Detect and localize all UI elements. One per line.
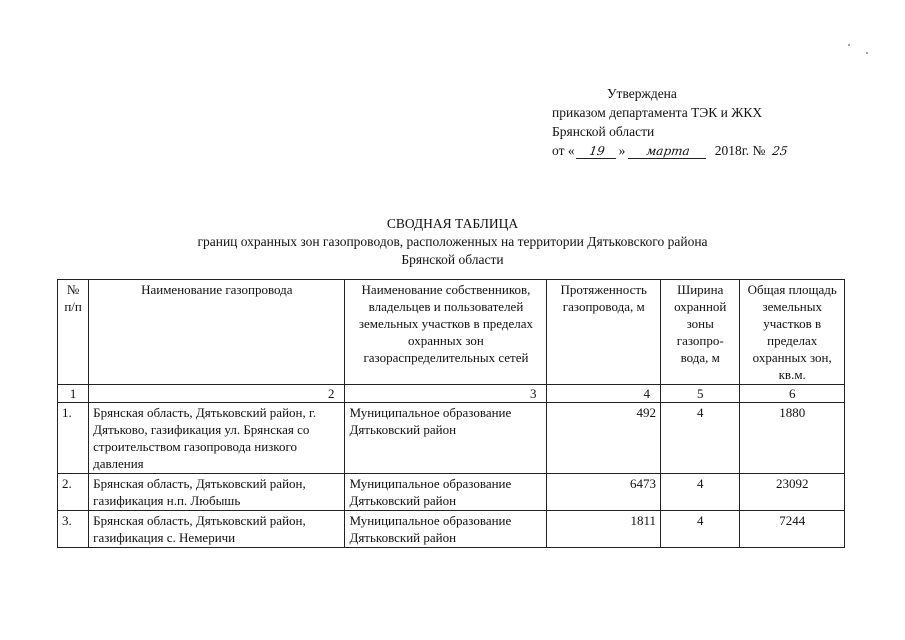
index-cell: 3 xyxy=(345,385,547,403)
handwritten-month: марта xyxy=(628,144,708,159)
row-owner: Муниципальное образование Дятьковский район xyxy=(345,511,547,548)
date-prefix: от « xyxy=(552,143,575,158)
table-index-row xyxy=(58,385,845,403)
row-pipeline-name: Брянская область, Дятьковский район, г. Дятьково, газификация ул. Брянская со строительством газопровода низкого давления xyxy=(89,403,345,474)
row-zone-width: 4 xyxy=(661,474,740,511)
document-title xyxy=(0,215,905,269)
header-pipeline-name: Наименование газопровода xyxy=(89,280,345,385)
header-length: Протяженность газопровода, м xyxy=(547,280,661,385)
date-year: 2018г. xyxy=(714,143,750,158)
header-num: № п/п xyxy=(58,280,89,385)
index-cell: 1 xyxy=(58,385,89,403)
approval-order-line: приказом департамента ТЭК и ЖКХ xyxy=(552,105,763,120)
header-area: Общая площадь земельных участков в пределах охранных зон, кв.м. xyxy=(740,280,845,385)
summary-table xyxy=(57,279,845,548)
handwritten-day: 19 xyxy=(576,144,618,159)
row-zone-width: 4 xyxy=(661,403,740,474)
title-subtitle: границ охранных зон газопроводов, расположенных на территории Дятьковского района xyxy=(197,234,708,249)
index-cell: 2 xyxy=(89,385,345,403)
row-pipeline-name: Брянская область, Дятьковский район, газификация н.п. Любышь xyxy=(89,474,345,511)
index-cell: 6 xyxy=(740,385,845,403)
table-row xyxy=(58,474,845,511)
approval-date-line xyxy=(552,141,882,160)
table-row xyxy=(58,403,845,474)
row-num: 1. xyxy=(58,403,89,474)
row-pipeline-name: Брянская область, Дятьковский район, газификация с. Немеричи xyxy=(89,511,345,548)
row-length: 6473 xyxy=(547,474,661,511)
row-area: 7244 xyxy=(740,511,845,548)
row-owner: Муниципальное образование Дятьковский район xyxy=(345,474,547,511)
row-area: 1880 xyxy=(740,403,845,474)
scan-speck xyxy=(848,44,850,46)
title-subtitle-region: Брянской области xyxy=(401,252,504,267)
row-area: 23092 xyxy=(740,474,845,511)
handwritten-number: 25 xyxy=(771,144,790,158)
table-header-row xyxy=(58,280,845,385)
index-cell: 5 xyxy=(661,385,740,403)
row-length: 492 xyxy=(547,403,661,474)
row-num: 2. xyxy=(58,474,89,511)
number-label: № xyxy=(752,143,766,158)
table-row xyxy=(58,511,845,548)
approval-heading: Утверждена xyxy=(607,86,677,101)
approval-block xyxy=(552,84,882,160)
scan-speck xyxy=(866,52,868,54)
title-main: СВОДНАЯ ТАБЛИЦА xyxy=(386,216,519,231)
row-num: 3. xyxy=(58,511,89,548)
index-cell: 4 xyxy=(547,385,661,403)
approval-region-line: Брянской области xyxy=(552,124,655,139)
header-zone-width: Ширина охранной зоны газопро-вода, м xyxy=(661,280,740,385)
date-quote-close: » xyxy=(618,143,626,158)
header-owners: Наименование собственников, владельцев и пользователей земельных участков в пределах охранных зон газораспределительных сетей xyxy=(345,280,547,385)
row-zone-width: 4 xyxy=(661,511,740,548)
row-length: 1811 xyxy=(547,511,661,548)
row-owner: Муниципальное образование Дятьковский район xyxy=(345,403,547,474)
